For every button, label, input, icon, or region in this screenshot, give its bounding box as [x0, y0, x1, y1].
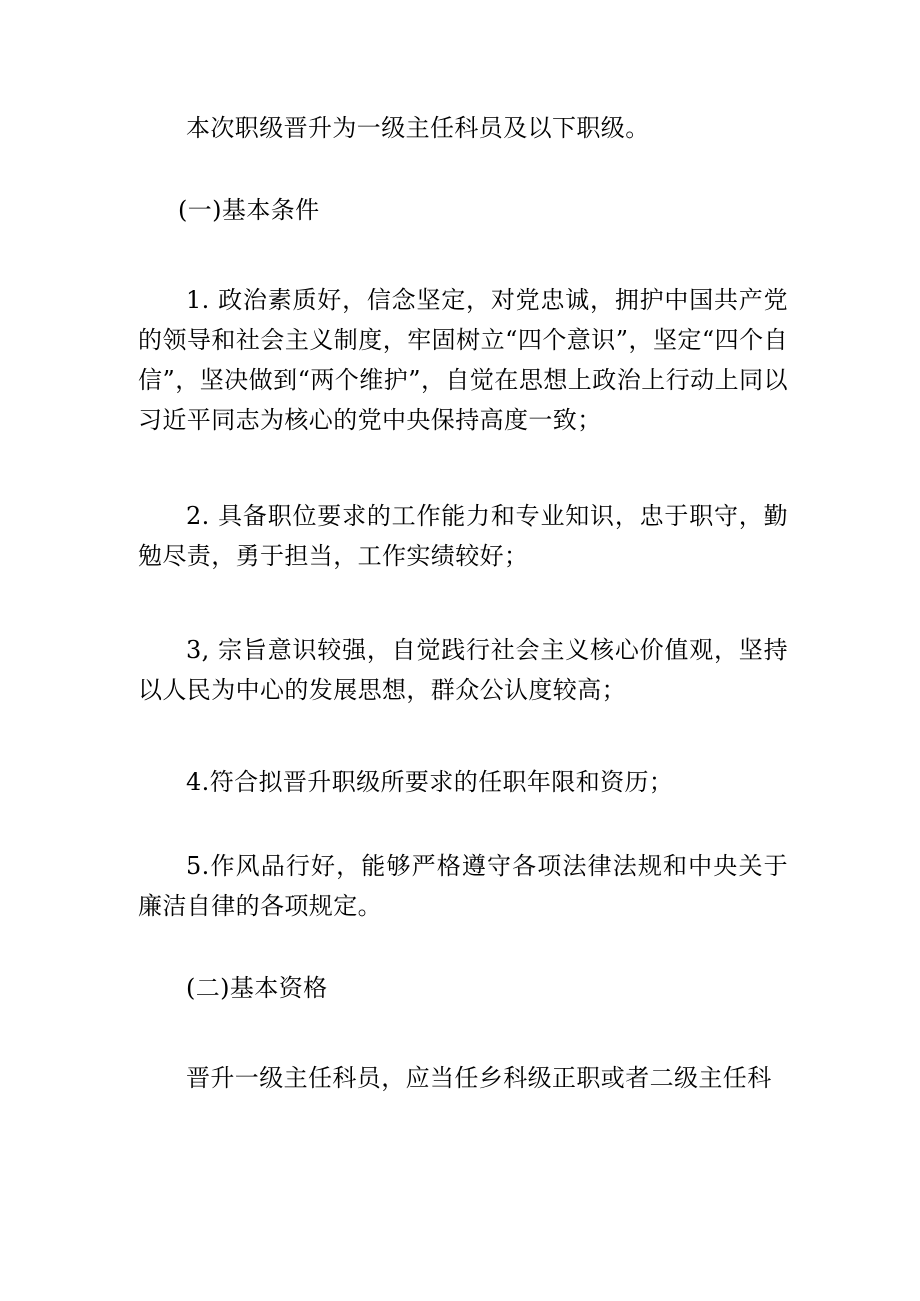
section-heading-basic-conditions: (一)基本条件 — [178, 196, 320, 224]
section-heading-basic-qualifications: (二)基本资格 — [186, 974, 328, 1002]
condition-item-4: 4.符合拟晋升职级所要求的任职年限和资历； — [186, 768, 674, 796]
condition-item-2: 2. 具备职位要求的工作能力和专业知识，忠于职守，勤勉尽责，勇于担当，工作实绩较好； — [138, 502, 788, 570]
condition-item-5: 5.作风品行好，能够严格遵守各项法律法规和中央关于廉洁自律的各项规定。 — [138, 852, 788, 920]
paragraph-promotion-requirement: 晋升一级主任科员，应当任乡科级正职或者二级主任科 — [186, 1064, 772, 1092]
condition-item-3: 3, 宗旨意识较强，自觉践行社会主义核心价值观，坚持以人民为中心的发展思想，群众公认度较高； — [138, 636, 788, 704]
condition-item-1: 1. 政治素质好，信念坚定，对党忠诚，拥护中国共产党的领导和社会主义制度，牢固树立“四个意识”，坚定“四个自信”，坚决做到“两个维护”，自觉在思想上政治上行动上同以习近平同志为核心的党中央保持高度一致； — [138, 286, 788, 434]
paragraph-intro: 本次职级晋升为一级主任科员及以下职级。 — [186, 114, 650, 142]
